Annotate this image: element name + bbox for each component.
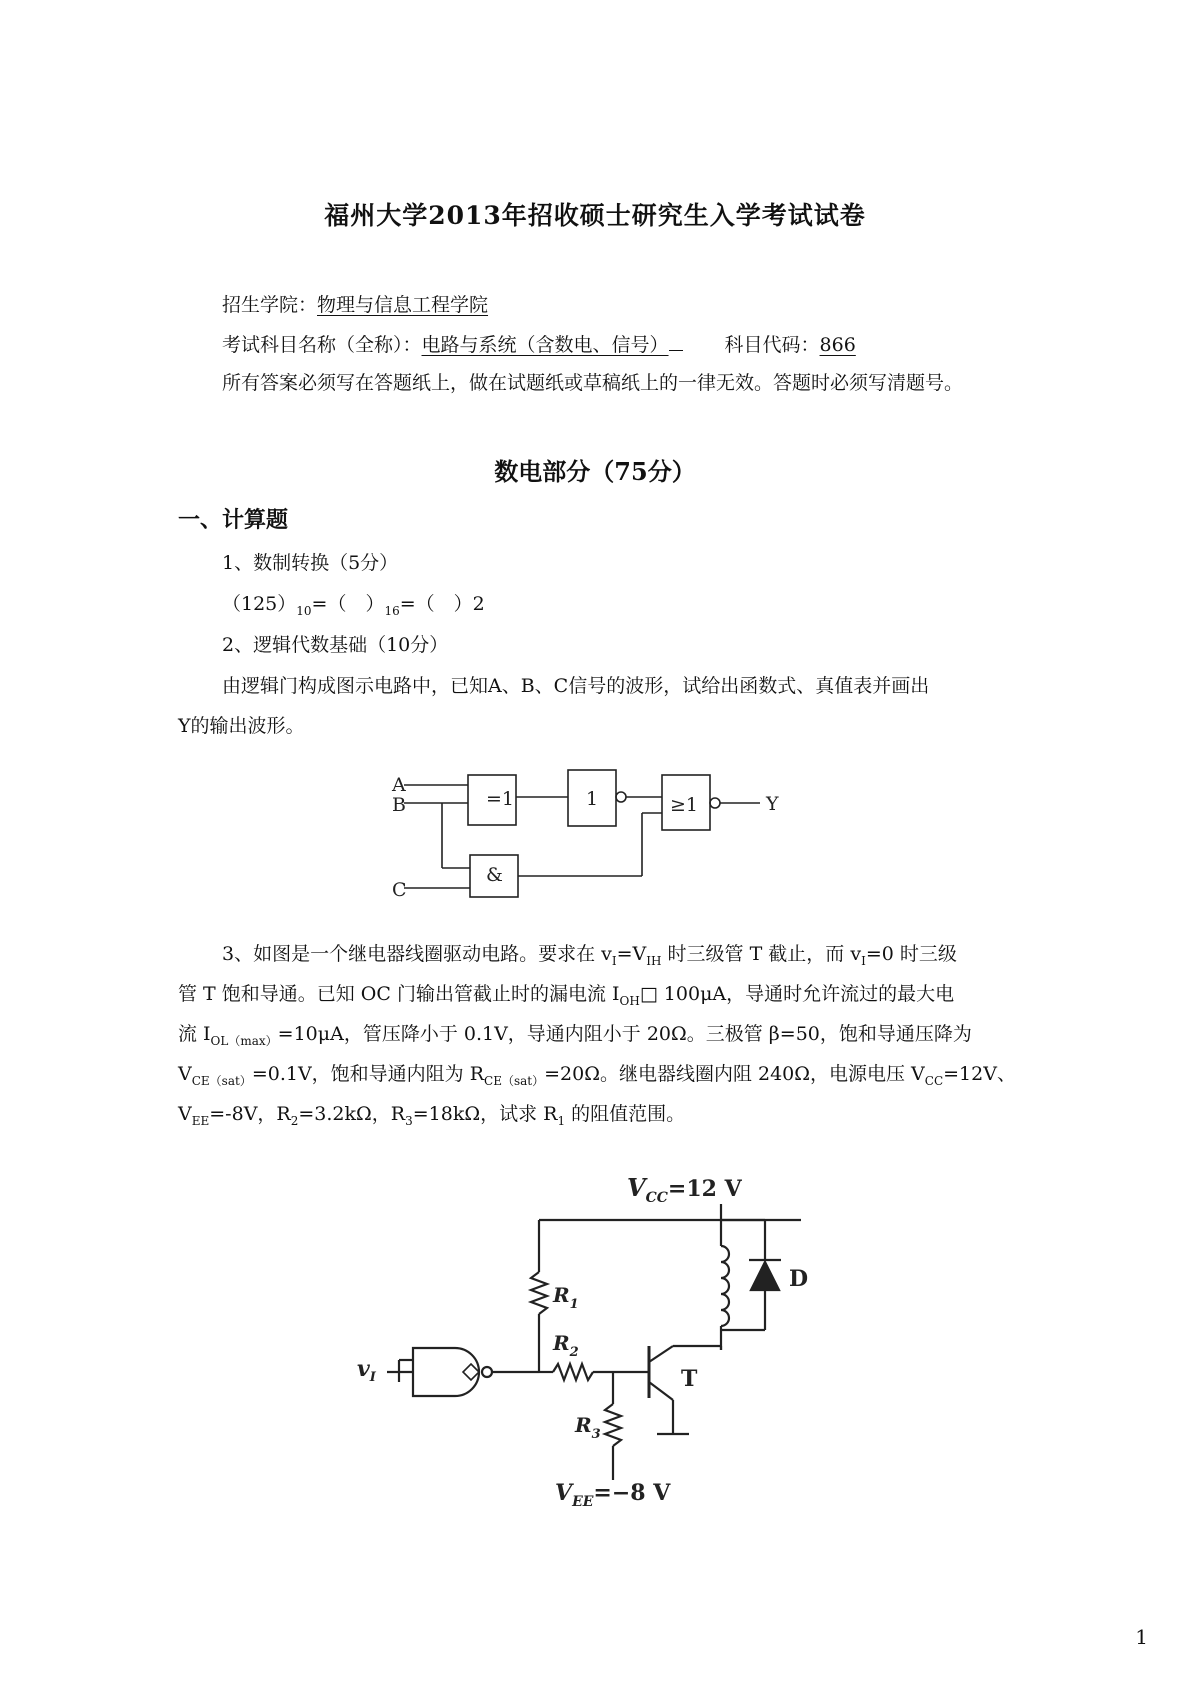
q3-l1a: 3、如图是一个继电器线圈驱动电路。要求在 v [222,943,612,965]
q3-l2b: □ 100μA，导通时允许流过的最大电 [639,983,955,1005]
q3-l5d: =18kΩ，试求 R [412,1103,558,1125]
q3-l5c: =3.2kΩ，R [298,1103,406,1125]
section-title: 数电部分（75分） [494,457,696,486]
answer-notice: 所有答案必须写在答题纸上，做在试题纸或草稿纸上的一律无效。答题时必须写清题号。 [222,372,964,394]
input-a-label: A [392,774,406,796]
diode-symbol [751,1262,779,1290]
q3-l5s3: 3 [405,1113,413,1128]
q1-sub-a: 10 [296,603,312,618]
oc-nand-gate [413,1348,479,1396]
q3-l5s2: 2 [290,1113,299,1128]
q3-l2s1: OH [619,993,640,1008]
college-line [222,290,488,317]
r2-label: $R_2$ [553,1331,579,1360]
q3-l2a: 管 T 饱和导通。已知 OC 门输出管截止时的漏电流 I [178,983,620,1005]
q3-l1s2: IH [646,953,662,968]
q3-l5s4: 1 [557,1113,566,1128]
relay-circuit-diagram [355,1150,875,1530]
r2-resistor [553,1364,593,1380]
code-value: 866 [819,334,856,356]
q3-line5 [178,1101,685,1134]
q3-l4b: =0.1V，饱和导通内阻为 R [251,1063,485,1085]
r3-label: $R_3$ [575,1413,601,1442]
code-label: 科目代码： [724,334,820,356]
q1-title: 1、数制转换（5分） [222,552,399,574]
input-c-label: C [392,879,407,901]
q3-l1s1: I [611,953,617,968]
q3-l1s3: I [861,953,866,968]
q1-expr-c: =（ ）2 [399,593,485,615]
subject-line [222,330,856,357]
exam-title: 福州大学2013年招收硕士研究生入学考试试卷 [324,201,866,230]
r3-resistor [605,1404,621,1446]
q3-l4a: V [178,1063,192,1085]
input-b-label: B [392,794,406,816]
xor-gate-label: =1 [486,788,515,810]
q3-l5b: =-8V，R [209,1103,291,1125]
nor-gate-label: ≥1 [670,794,699,816]
input-label: $v_I$ [357,1356,376,1385]
q3-l4c: =20Ω。继电器线圈内阻 240Ω，电源电压 V [544,1063,925,1085]
not-gate-label: 1 [586,788,599,810]
part-heading: 一、计算题 [178,507,289,533]
q3-l1b: =V [616,943,647,965]
q3-line3 [178,1021,972,1054]
q1-expr-a: （125） [222,593,297,615]
q2-line1: 由逻辑门构成图示电路中，已知A、B、C信号的波形，试给出函数式、真值表并画出 [222,675,930,697]
q3-l4s3: CC [924,1073,944,1088]
vee-label: $V_{EE}=-8$ V [555,1480,671,1510]
q3-l5s1: EE [191,1113,210,1128]
q3-l3a: 流 I [178,1023,211,1045]
and-gate-label: & [486,864,503,886]
college-value: 物理与信息工程学院 [317,294,489,316]
college-label: 招生学院： [222,294,318,316]
q3-l1c: 时三级管 T 截止，而 v [661,943,862,965]
subject-label: 考试科目名称（全称）： [222,334,422,356]
logic-circuit-diagram [390,765,810,915]
q2-line2: Y的输出波形。 [178,715,305,737]
q3-l5a: V [178,1103,192,1125]
q1-expression [222,591,485,624]
output-y-label: Y [766,793,779,815]
q3-line2 [178,981,954,1014]
subject-value: 电路与系统（含数电、信号） [421,334,669,356]
r1-resistor [531,1272,547,1314]
relay-coil [721,1246,729,1326]
q1-sub-b: 16 [384,603,400,618]
q3-l5e: 的阻值范围。 [565,1103,686,1125]
q3-l4s1: CE（sat） [191,1073,252,1088]
q3-l3s1: OL（max） [210,1033,278,1048]
q3-l4d: =12V、 [943,1063,1016,1085]
q1-expr-b: =（ ） [311,593,385,615]
q3-l4s2: CE（sat） [484,1073,545,1088]
vcc-label: $V_{CC}=12$ V [627,1173,742,1206]
diode-label: D [789,1266,809,1292]
q3-line4 [178,1061,1016,1094]
q3-l3b: =10μA，管压降小于 0.1V，导通内阻小于 20Ω。三极管 β=50，饱和导通压降为 [277,1023,972,1045]
r1-label: $R_1$ [553,1283,579,1312]
transistor-label: T [681,1366,698,1392]
q2-title: 2、逻辑代数基础（10分） [222,634,449,656]
q3-l1d: =0 时三级 [865,943,957,965]
page-number: 1 [1135,1625,1148,1649]
q3-line1 [222,941,957,974]
